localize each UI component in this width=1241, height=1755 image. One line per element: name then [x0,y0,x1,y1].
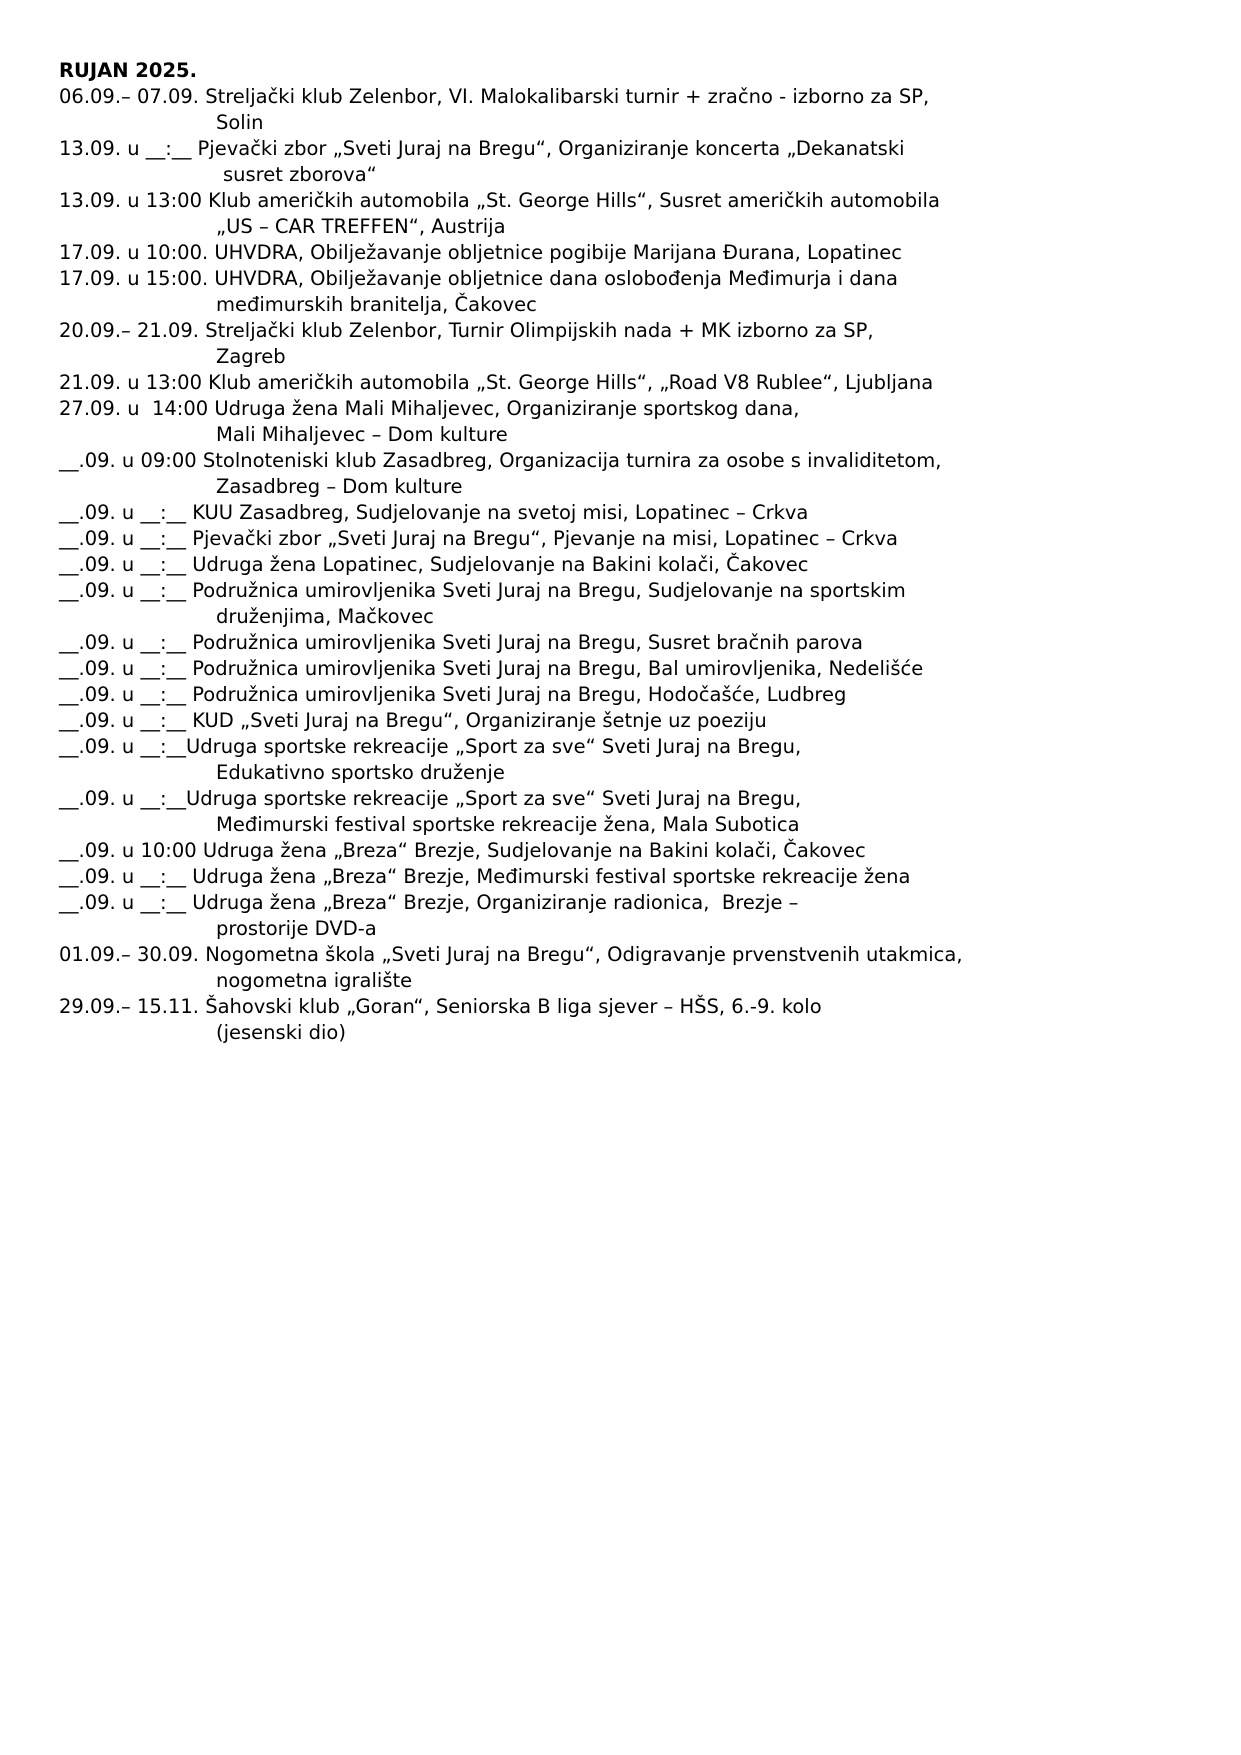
event-line: 01.09.– 30.09. Nogometna škola „Sveti Juraj na Bregu“, Odigravanje prvenstvenih utakmica, [59,943,963,966]
list-item [59,656,1179,682]
event-line: 17.09. u 10:00. UHVDRA, Obilježavanje obljetnice pogibije Marijana Đurana, Lopatinec [59,241,902,264]
event-continuation-line: međimurskih branitelja, Čakovec [216,293,537,316]
event-continuation-line: (jesenski dio) [216,1021,346,1044]
event-continuation-line: Zasadbreg – Dom kulture [216,475,463,498]
event-line: __.09. u __:__ Podružnica umirovljenika Sveti Juraj na Bregu, Hodočašće, Ludbreg [59,683,847,706]
list-item [59,318,1179,370]
event-line: 17.09. u 15:00. UHVDRA, Obilježavanje obljetnice dana oslobođenja Međimurja i dana [59,267,898,290]
event-continuation-line: nogometna igralište [216,969,413,992]
event-line: __.09. u __:__ Udruga žena „Breza“ Brezje, Organiziranje radionica, Brezje – [59,891,799,914]
list-item [59,630,1179,656]
list-item [59,786,1179,838]
event-line: 21.09. u 13:00 Klub američkih automobila „St. George Hills“, „Road V8 Rublee“, Ljubljana [59,371,934,394]
event-continuation-line: „US – CAR TREFFEN“, Austrija [216,215,506,238]
list-item [59,578,1179,630]
event-line: 27.09. u 14:00 Udruga žena Mali Mihaljevec, Organiziranje sportskog dana, [59,397,800,420]
event-line: 13.09. u __:__ Pjevački zbor „Sveti Juraj na Bregu“, Organiziranje koncerta „Dekanatski [59,137,905,160]
list-item [59,734,1179,786]
event-line: __.09. u __:__ Udruga žena „Breza“ Brezje, Međimurski festival sportske rekreacije žena [59,865,911,888]
event-continuation-line: Solin [216,111,264,134]
list-item [59,838,1179,864]
page-title: RUJAN 2025. [59,59,197,82]
list-item [59,526,1179,552]
event-line: __.09. u __:__ Podružnica umirovljenika Sveti Juraj na Bregu, Sudjelovanje na sportskim [59,579,906,602]
list-item [59,994,1179,1046]
list-item [59,188,1179,240]
event-continuation-line: susret zborova“ [223,163,377,186]
event-line: __.09. u 09:00 Stolnoteniski klub Zasadbreg, Organizacija turnira za osobe s invaliditetom, [59,449,942,472]
list-item [59,942,1179,994]
event-continuation-line: prostorije DVD-a [216,917,377,940]
event-line: __.09. u __:__ Podružnica umirovljenika Sveti Juraj na Bregu, Susret bračnih parova [59,631,863,654]
event-line: __.09. u __:__ Udruga žena Lopatinec, Sudjelovanje na Bakini kolači, Čakovec [59,553,809,576]
list-item [59,682,1179,708]
list-item [59,370,1179,396]
event-continuation-line: druženjima, Mačkovec [216,605,434,628]
list-item [59,240,1179,266]
event-continuation-line: Međimurski festival sportske rekreacije žena, Mala Subotica [216,813,800,836]
list-item [59,448,1179,500]
event-line: __.09. u __:__ KUU Zasadbreg, Sudjelovanje na svetoj misi, Lopatinec – Crkva [59,501,809,524]
event-continuation-line: Mali Mihaljevec – Dom kulture [216,423,508,446]
document-page [59,58,1179,1046]
event-line: 13.09. u 13:00 Klub američkih automobila „St. George Hills“, Susret američkih automobila [59,189,940,212]
list-item [59,136,1179,188]
event-continuation-line: Edukativno sportsko druženje [216,761,505,784]
list-item [59,864,1179,890]
list-item [59,396,1179,448]
event-line: __.09. u 10:00 Udruga žena „Breza“ Brezje, Sudjelovanje na Bakini kolači, Čakovec [59,839,866,862]
list-item [59,500,1179,526]
list-item [59,552,1179,578]
list-item [59,708,1179,734]
event-line: __.09. u __:__Udruga sportske rekreacije „Sport za sve“ Sveti Juraj na Bregu, [59,787,802,810]
event-line: __.09. u __:__ KUD „Sveti Juraj na Bregu“, Organiziranje šetnje uz poeziju [59,709,767,732]
list-item [59,84,1179,136]
event-line: __.09. u __:__ Podružnica umirovljenika Sveti Juraj na Bregu, Bal umirovljenika, Nedelišće [59,657,924,680]
event-line: 06.09.– 07.09. Streljački klub Zelenbor, VI. Malokalibarski turnir + zračno - izborno za SP, [59,85,930,108]
list-item [59,890,1179,942]
event-line: 29.09.– 15.11. Šahovski klub „Goran“, Seniorska B liga sjever – HŠS, 6.-9. kolo [59,995,822,1018]
list-item [59,266,1179,318]
event-line: 20.09.– 21.09. Streljački klub Zelenbor, Turnir Olimpijskih nada + MK izborno za SP, [59,319,874,342]
event-list [59,84,1179,1046]
event-continuation-line: Zagreb [216,345,286,368]
event-line: __.09. u __:__ Pjevački zbor „Sveti Juraj na Bregu“, Pjevanje na misi, Lopatinec – Crkva [59,527,898,550]
event-line: __.09. u __:__Udruga sportske rekreacije „Sport za sve“ Sveti Juraj na Bregu, [59,735,802,758]
